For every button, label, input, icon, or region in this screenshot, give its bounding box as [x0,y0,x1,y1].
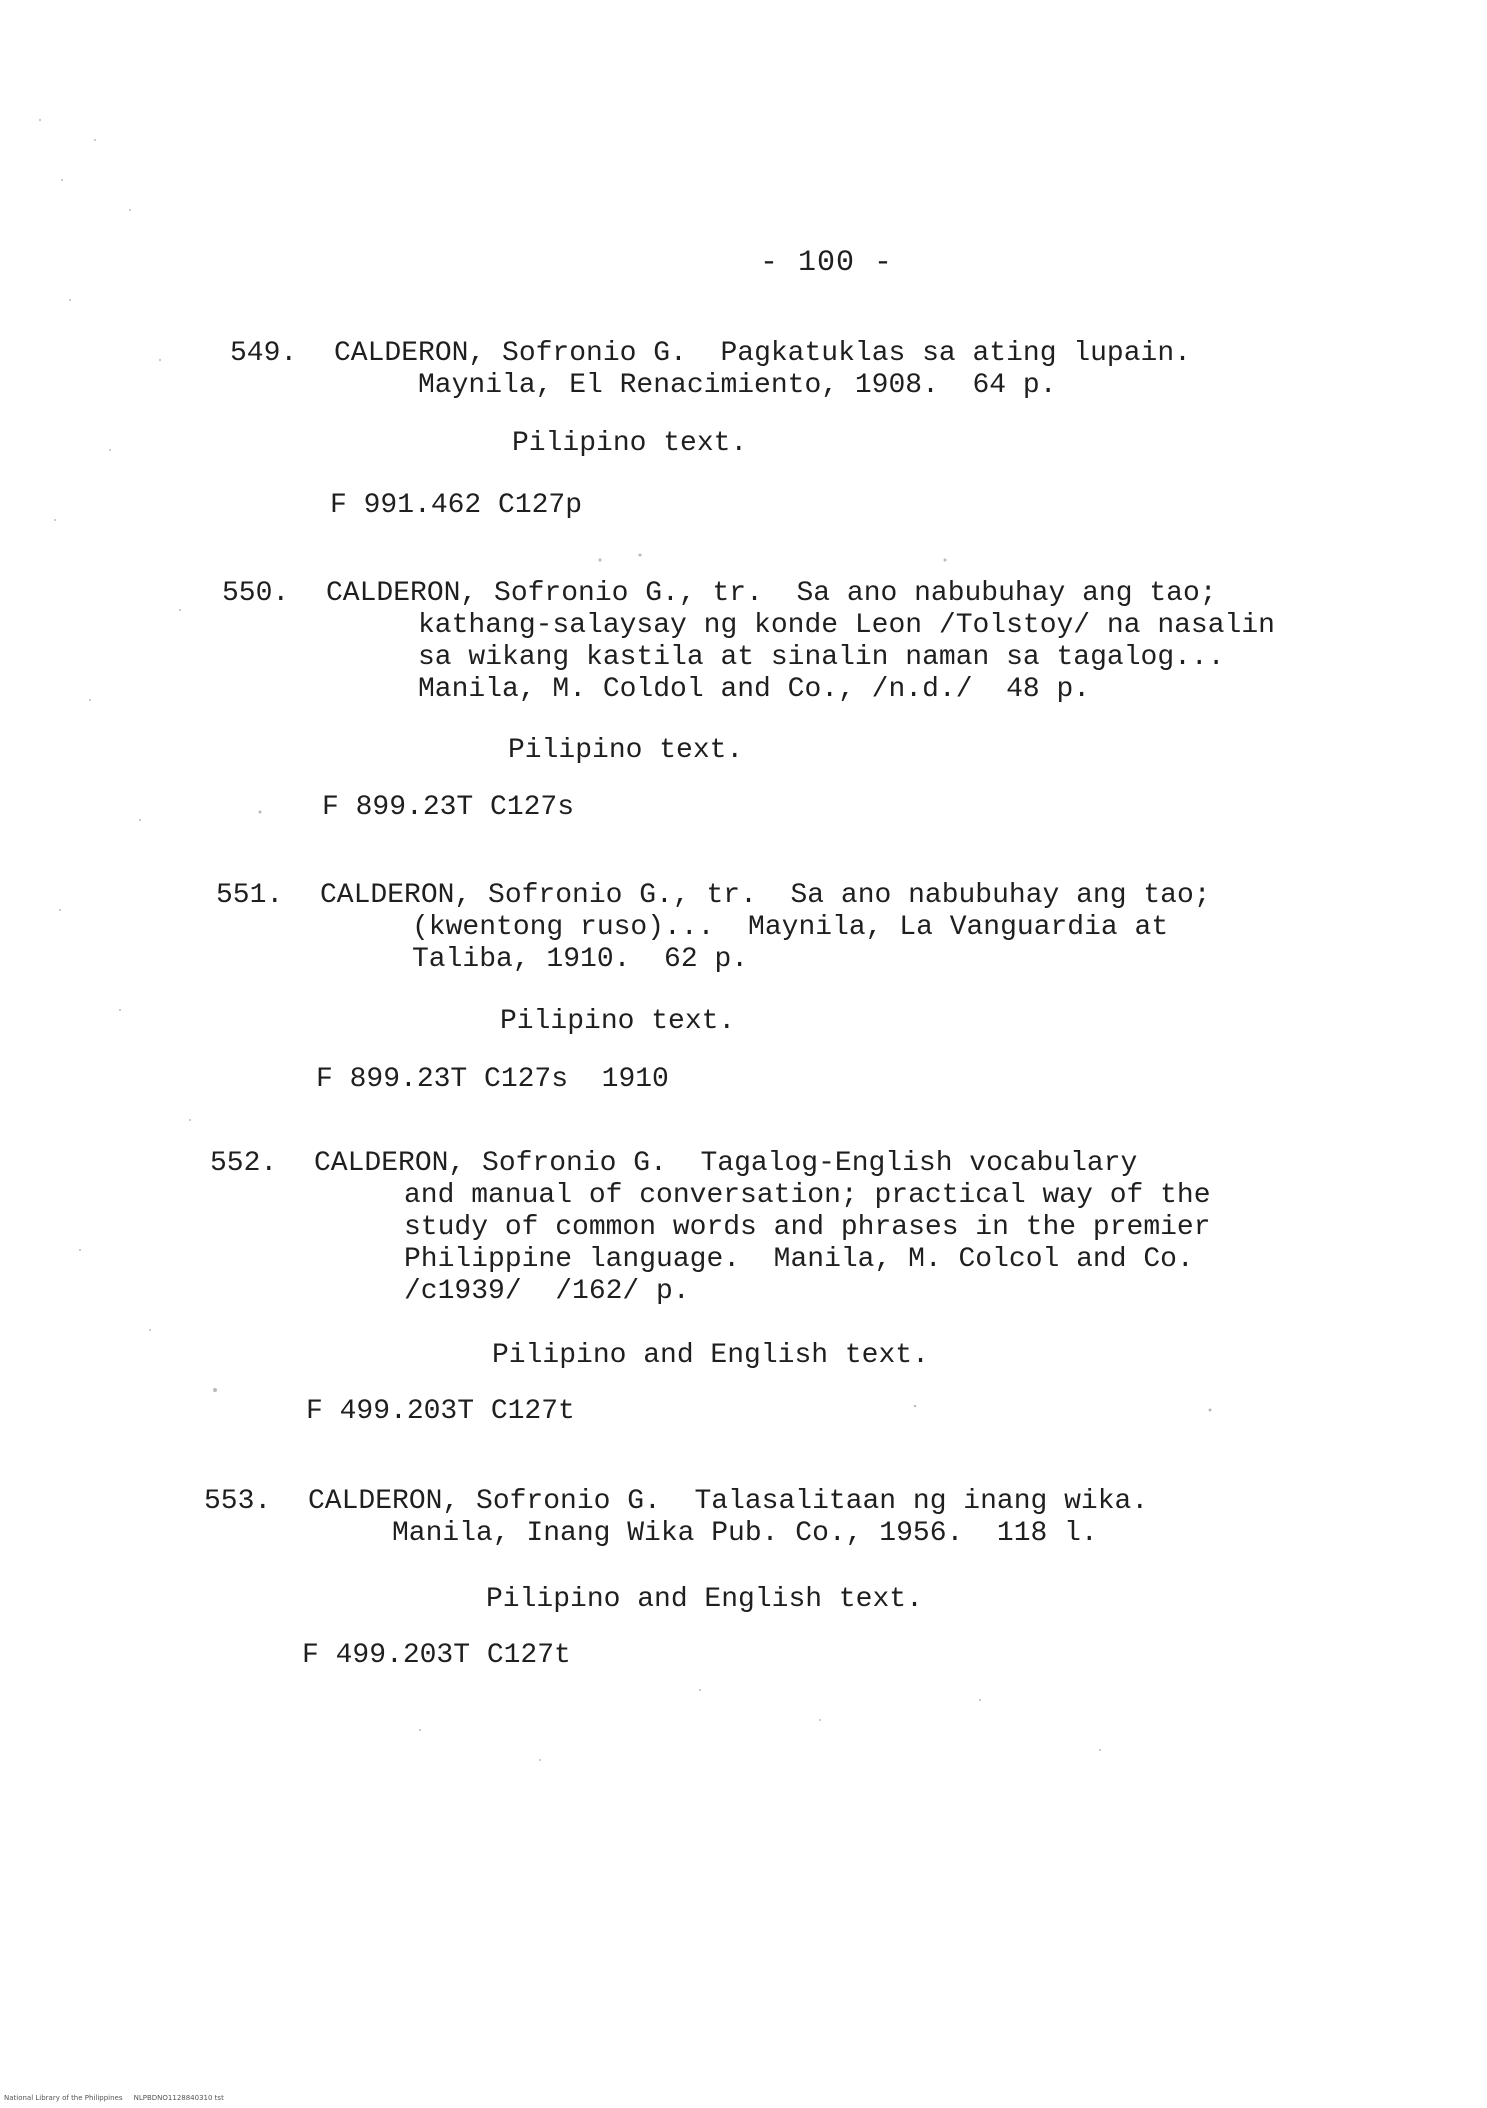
entry-heading: CALDERON, Sofronio G. Tagalog-English vocabulary [314,1148,1138,1179]
page-number: - 100 - [760,246,894,280]
scan-footer: National Library of the Philippines NLPBDNO1128840310 tst [4,2094,224,2102]
entry-note: Pilipino and English text. [486,1584,923,1615]
entry-number: 553. [204,1486,272,1517]
entry-continuation: Maynila, El Renacimiento, 1908. 64 p. [418,370,1057,401]
entry-number: 551. [216,880,284,911]
entry-call-number: F 499.203T C127t [302,1640,571,1671]
entry-note: Pilipino text. [508,735,744,766]
entry-note: Pilipino text. [500,1006,736,1037]
entry-heading: CALDERON, Sofronio G., tr. Sa ano nabubuhay ang tao; [326,578,1217,609]
entry-continuation: (kwentong ruso)... Maynila, La Vanguardia at Taliba, 1910. 62 p. [412,912,1169,975]
entry-heading: CALDERON, Sofronio G. Talasalitaan ng inang wika. [308,1486,1149,1517]
entry-note: Pilipino text. [512,428,748,459]
entry-call-number: F 991.462 C127p [330,490,583,521]
entry-number: 552. [210,1148,278,1179]
bibliography-entry-550 [222,578,1275,738]
entry-number: 549. [230,338,298,369]
entry-heading: CALDERON, Sofronio G., tr. Sa ano nabubuhay ang tao; [320,880,1211,911]
entry-note: Pilipino and English text. [492,1340,929,1371]
entry-call-number: F 899.23T C127s 1910 [316,1064,669,1095]
entry-number: 550. [222,578,290,609]
bibliography-entry-552 [210,1148,1211,1308]
entry-call-number: F 499.203T C127t [306,1396,575,1427]
entry-heading: CALDERON, Sofronio G. Pagkatuklas sa ating lupain. [334,338,1191,369]
entry-continuation: and manual of conversation; practical way of the study of common words and phrases in the premier Philippine language. Manila, M. Colcol and Co. /c1939/ /162/ p. [404,1180,1211,1307]
entry-call-number: F 899.23T C127s [322,792,575,823]
entry-continuation: Manila, Inang Wika Pub. Co., 1956. 118 l. [392,1518,1098,1549]
entry-continuation: kathang-salaysay ng konde Leon /Tolstoy/ na nasalin sa wikang kastila at sinalin naman sa tagalog... Manila, M. Coldol and Co., /n.d./ 48 p. [418,610,1275,705]
